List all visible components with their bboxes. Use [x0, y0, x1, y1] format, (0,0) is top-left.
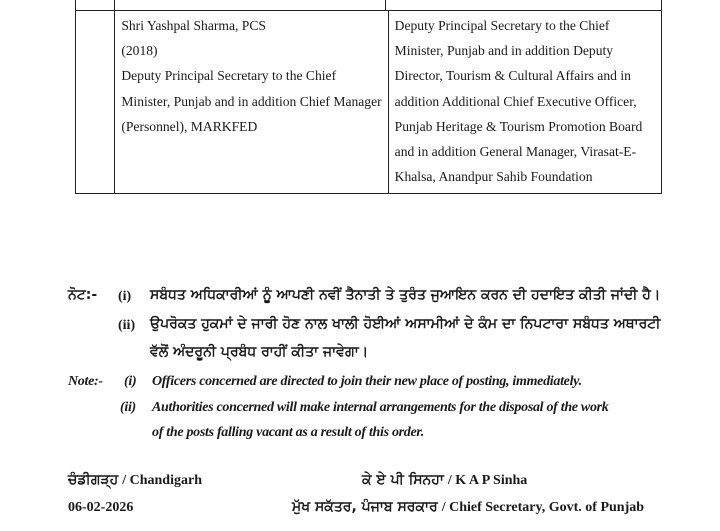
note-en-i-number: (i) [124, 374, 137, 389]
footer-date: 06-02-2026 [68, 500, 134, 515]
note-en-ii-number: (ii) [120, 400, 136, 415]
note-pa-ii-text-1: ਉਪਰੋਕਤ ਹੁਕਮਾਂ ਦੇ ਜਾਰੀ ਹੋਣ ਨਾਲ ਖਾਲੀ ਹੋਈਆਂ ਅਸਾਮੀਆਂ ਦੇ ਕੰਮ ਦਾ ਨਿਪਟਾਰਾ ਸਬੰਧਤ ਅਥਾਰਟੀ [150, 316, 661, 332]
signatory-designation [292, 498, 644, 516]
note-en-ii-text-1: Authorities concerned will make internal arrangements for the disposal of the work [152, 400, 609, 415]
posting-line: Director, Tourism & Cultural Affairs and in [394, 68, 631, 84]
table-row [76, 11, 662, 194]
place-english: / Chandigarh [122, 473, 202, 488]
note-en-label: Note:- [68, 374, 103, 389]
posting-line: Minister, Punjab and in addition Deputy [394, 43, 614, 59]
officer-line: (2018) [121, 43, 158, 59]
posting-line: addition Additional Chief Executive Officer, [394, 93, 637, 109]
officer-cell [115, 11, 388, 194]
signatory-name [362, 471, 527, 489]
note-en-i-text: Officers concerned are directed to join their new place of posting, immediately. [152, 374, 582, 389]
officer-line: Shri Yashpal Sharma, PCS [121, 18, 266, 33]
footer-place [68, 471, 202, 489]
posting-table [75, 10, 662, 194]
note-pa-i-text: ਸਬੰਧਤ ਅਧਿਕਾਰੀਆਂ ਨੂੰ ਆਪਣੀ ਨਵੀਂ ਤੈਨਾਤੀ ਤੇ ਤੁਰੰਤ ਜੁਆਇਨ ਕਰਨ ਦੀ ਹਦਾਇਤ ਕੀਤੀ ਜਾਂਦੀ ਹੈ। [150, 287, 661, 303]
name-english: / K A P Sinha [447, 473, 528, 488]
posting-cell [388, 11, 661, 194]
place-punjabi: ਚੰਡੀਗੜ੍ਹ [68, 472, 119, 488]
posting-line: Deputy Principal Secretary to the Chief [394, 18, 610, 33]
officer-line: (Personnel), MARKFED [121, 118, 258, 134]
designation-punjabi: ਮੁੱਖ ਸਕੱਤਰ, ਪੰਜਾਬ ਸਰਕਾਰ [292, 499, 438, 515]
note-pa-ii-number: (ii) [118, 318, 136, 333]
serial-cell [76, 11, 115, 194]
note-en-ii-text-2: of the posts falling vacant as a result of this order. [152, 425, 424, 440]
officer-line: Deputy Principal Secretary to the Chief [121, 68, 337, 84]
posting-line: and in addition General Manager, Virasat-E- [394, 144, 637, 160]
note-pa-i-number: (i) [118, 289, 132, 304]
table-top-edge [75, 0, 662, 10]
designation-english: / Chief Secretary, Govt. of Punjab [441, 500, 645, 515]
note-pa-label: ਨੋਟ:- [68, 287, 98, 303]
posting-line: Khalsa, Anandpur Sahib Foundation [394, 169, 593, 185]
note-pa-ii-text-2: ਵੱਲੋਂ ਅੰਦਰੂਨੀ ਪ੍ਰਬੰਧ ਰਾਹੀਂ ਕੀਤਾ ਜਾਵੇਗਾ। [150, 344, 369, 360]
officer-line: Minister, Punjab and in addition Chief Manager [121, 93, 382, 109]
posting-line: Punjab Heritage & Tourism Promotion Board [394, 118, 643, 134]
name-punjabi: ਕੇ ਏ ਪੀ ਸਿਨਹਾ [362, 472, 444, 488]
